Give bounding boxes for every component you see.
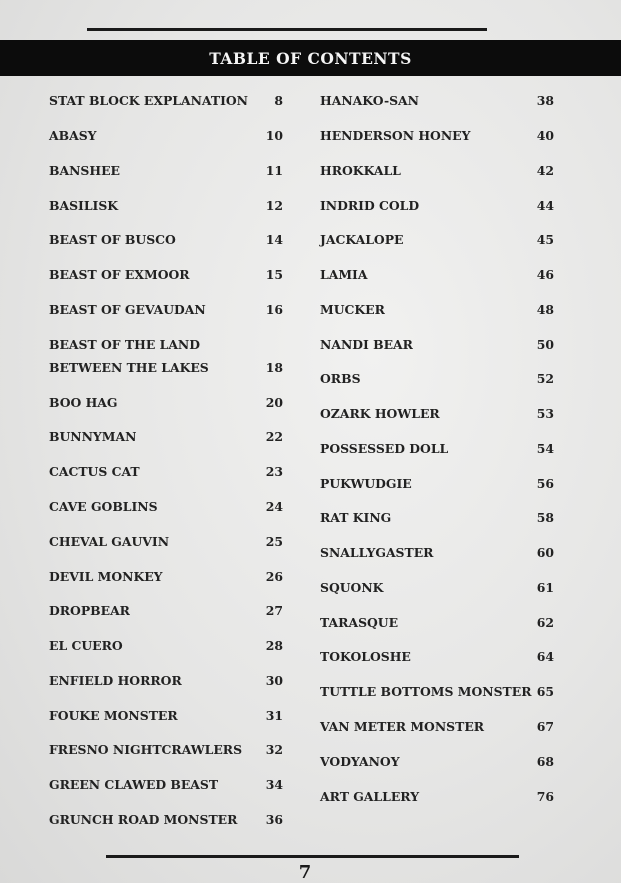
toc-entry-title[interactable]: HROKKALL: [320, 163, 401, 178]
toc-entry-title[interactable]: GRUNCH ROAD MONSTER: [49, 812, 238, 827]
toc-entry-page: 42: [536, 163, 554, 178]
toc-entry-page: 64: [536, 649, 554, 664]
toc-entry-page: 22: [265, 429, 283, 444]
toc-entry-page: 26: [265, 569, 283, 584]
toc-entry-page: 12: [265, 198, 283, 213]
toc-entry-page: 68: [536, 754, 554, 769]
toc-entry-title[interactable]: OZARK HOWLER: [320, 406, 440, 421]
toc-entry-title[interactable]: BEAST OF BUSCO: [49, 232, 176, 247]
toc-entry-page: 46: [536, 267, 554, 282]
toc-entry-page: 20: [265, 395, 283, 410]
toc-entry-title[interactable]: CHEVAL GAUVIN: [49, 534, 170, 549]
toc-entry-title[interactable]: HENDERSON HONEY: [320, 128, 471, 143]
toc-entry-page: 30: [265, 673, 283, 688]
toc-entry-page: 34: [265, 777, 283, 792]
toc-entry-page: 31: [265, 708, 283, 723]
toc-entry-page: 53: [536, 406, 554, 421]
toc-entry-page: 65: [536, 684, 554, 699]
toc-entry-title[interactable]: GREEN CLAWED BEAST: [49, 777, 219, 792]
toc-entry-title[interactable]: BEAST OF GEVAUDAN: [49, 302, 206, 317]
toc-entry-title[interactable]: VODYANOY: [320, 754, 400, 769]
toc-entry-title[interactable]: STAT BLOCK EXPLANATION: [49, 93, 248, 108]
toc-entry-title[interactable]: BUNNYMAN: [49, 429, 137, 444]
toc-entry-page: 24: [265, 499, 283, 514]
toc-entry-title[interactable]: HANAKO-SAN: [320, 93, 419, 108]
toc-entry-title[interactable]: ORBS: [320, 371, 361, 386]
page-number: 7: [298, 862, 312, 883]
toc-entry-title[interactable]: BEAST OF EXMOOR: [49, 267, 190, 282]
toc-entry-page: 18: [265, 360, 283, 375]
toc-entry-title[interactable]: ART GALLERY: [320, 789, 420, 804]
toc-entry-title[interactable]: INDRID COLD: [320, 198, 420, 213]
toc-entry-title[interactable]: TARASQUE: [320, 615, 399, 630]
toc-entry-title[interactable]: BANSHEE: [49, 163, 120, 178]
toc-entry-page: 61: [536, 580, 554, 595]
toc-entry-page: 8: [274, 93, 283, 108]
toc-entry-title[interactable]: TOKOLOSHE: [320, 649, 411, 664]
toc-entry-page: 67: [536, 719, 554, 734]
toc-entry-page: 45: [536, 232, 554, 247]
top-rule: [87, 28, 487, 31]
toc-entry-title[interactable]: POSSESSED DOLL: [320, 441, 449, 456]
toc-entry-page: 52: [536, 371, 554, 386]
toc-entry-title[interactable]: DEVIL MONKEY: [49, 569, 163, 584]
toc-entry-page: 23: [265, 464, 283, 479]
toc-entry-title[interactable]: EL CUERO: [49, 638, 123, 653]
toc-entry-page: 48: [536, 302, 554, 317]
toc-entry-title[interactable]: DROPBEAR: [49, 603, 130, 618]
toc-entry-page: 76: [536, 789, 554, 804]
toc-entry-title[interactable]: CAVE GOBLINS: [49, 499, 158, 514]
toc-entry-page: 14: [265, 232, 283, 247]
toc-entry-page: 28: [265, 638, 283, 653]
toc-entry-page: 25: [265, 534, 283, 549]
toc-entry-page: 11: [265, 163, 283, 178]
toc-entry-title[interactable]: SNALLYGASTER: [320, 545, 434, 560]
toc-entry-page: 44: [536, 198, 554, 213]
toc-entry-page: 16: [265, 302, 283, 317]
toc-entry-page: 50: [536, 337, 554, 352]
toc-entry-page: 15: [265, 267, 283, 282]
toc-entry-page: 36: [265, 812, 283, 827]
bottom-rule: [106, 855, 519, 858]
toc-entry-title[interactable]: SQUONK: [320, 580, 384, 595]
toc-entry-page: 38: [536, 93, 554, 108]
toc-entry-title[interactable]: JACKALOPE: [320, 232, 404, 247]
toc-entry-title[interactable]: ENFIELD HORROR: [49, 673, 182, 688]
toc-entry-page: 10: [265, 128, 283, 143]
toc-entry-page: 62: [536, 615, 554, 630]
toc-entry-title[interactable]: RAT KING: [320, 510, 392, 525]
title-banner: [0, 40, 621, 76]
toc-entry-title[interactable]: ABASY: [49, 128, 97, 143]
toc-entry-title[interactable]: BEAST OF THE LAND: [49, 337, 200, 352]
toc-entry-title-line2[interactable]: BETWEEN THE LAKES: [49, 360, 209, 375]
toc-entry-title[interactable]: VAN METER MONSTER: [320, 719, 485, 734]
toc-entry-title[interactable]: PUKWUDGIE: [320, 476, 412, 491]
toc-entry-title[interactable]: LAMIA: [320, 267, 368, 282]
page-title: TABLE OF CONTENTS: [209, 48, 412, 68]
toc-entry-page: 32: [265, 742, 283, 757]
toc-entry-page: 56: [536, 476, 554, 491]
toc-entry-title[interactable]: BOO HAG: [49, 395, 118, 410]
toc-entry-title[interactable]: TUTTLE BOTTOMS MONSTER: [320, 684, 532, 699]
toc-entry-page: 54: [536, 441, 554, 456]
toc-entry-title[interactable]: NANDI BEAR: [320, 337, 413, 352]
toc-entry-page: 60: [536, 545, 554, 560]
toc-entry-title[interactable]: MUCKER: [320, 302, 385, 317]
toc-entry-page: 58: [536, 510, 554, 525]
toc-entry-title[interactable]: CACTUS CAT: [49, 464, 140, 479]
toc-entry-title[interactable]: FRESNO NIGHTCRAWLERS: [49, 742, 243, 757]
toc-entry-page: 27: [265, 603, 283, 618]
toc-entry-title[interactable]: BASILISK: [49, 198, 119, 213]
toc-entry-title[interactable]: FOUKE MONSTER: [49, 708, 178, 723]
toc-entry-page: 40: [536, 128, 554, 143]
